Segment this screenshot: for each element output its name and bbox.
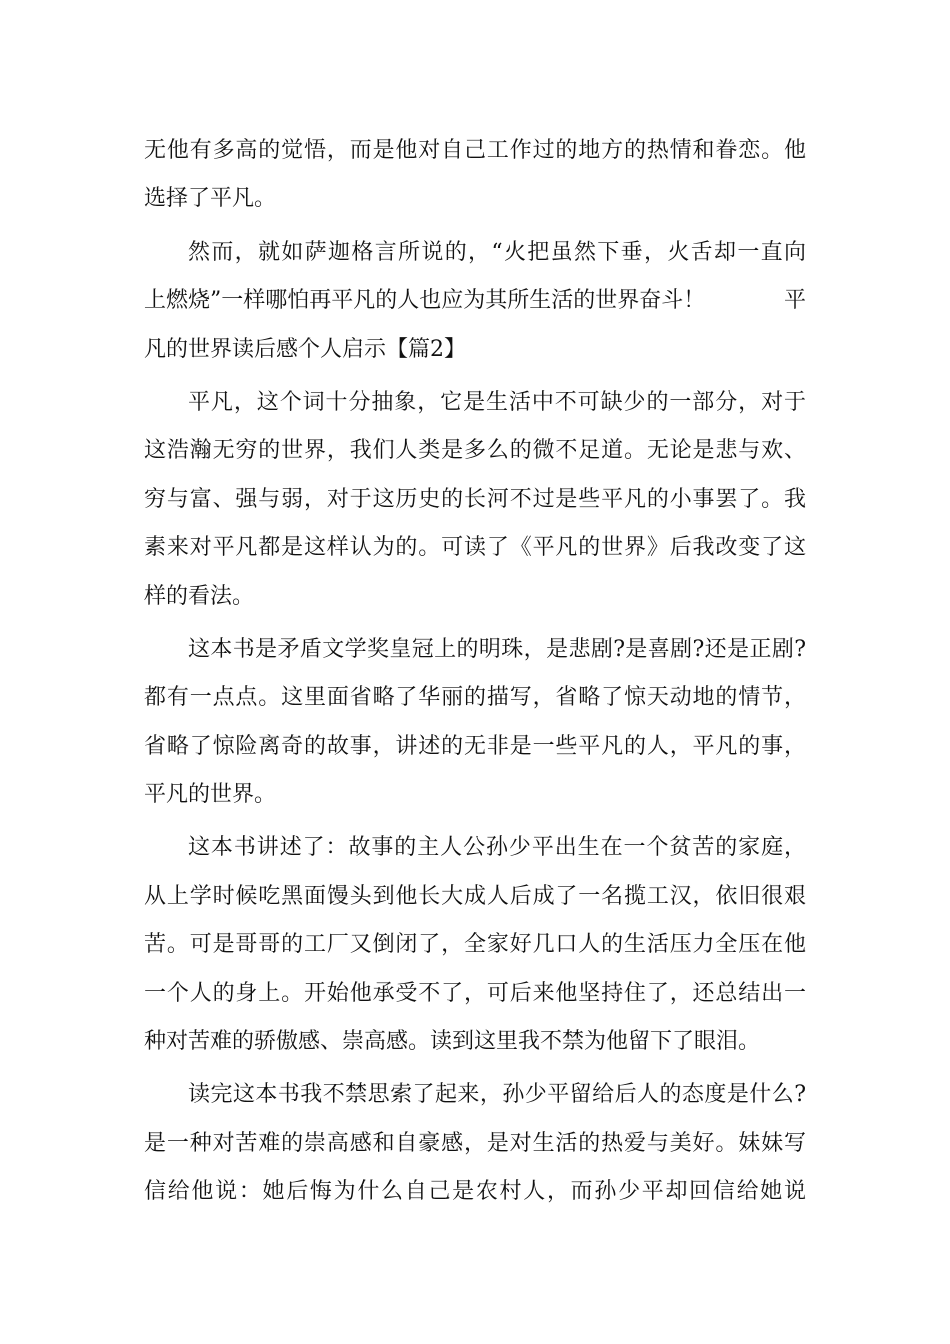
text-line: 这浩瀚无穷的世界，我们人类是多么的微不足道。无论是悲与欢、	[144, 438, 806, 464]
text-line: 这本书讲述了：故事的主人公孙少平出生在一个贫苦的家庭，	[188, 835, 806, 861]
section-heading: 凡的世界读后感个人启示【篇2】	[144, 336, 466, 362]
text-line: 平凡的世界。	[144, 782, 277, 808]
text-line: 无他有多高的觉悟，而是他对自己工作过的地方的热情和眷恋。他	[144, 138, 806, 163]
text-line: 这本书是矛盾文学奖皇冠上的明珠，是悲剧?是喜剧?还是正剧?	[188, 636, 806, 662]
text-line: 平凡，这个词十分抽象，它是生活中不可缺少的一部分，对于	[188, 389, 806, 415]
document-body	[144, 127, 806, 1217]
text-line: 穷与富、强与弱，对于这历史的长河不过是些平凡的小事罢了。我	[144, 486, 806, 512]
text-line: 从上学时候吃黑面馒头到他长大成人后成了一名揽工汉，依旧很艰	[144, 883, 806, 909]
text-line: 省略了惊险离奇的故事，讲述的无非是一些平凡的人，平凡的事，	[144, 733, 806, 759]
text-line: 素来对平凡都是这样认为的。可读了《平凡的世界》后我改变了这	[144, 535, 806, 561]
text-line: 都有一点点。这里面省略了华丽的描写，省略了惊天动地的情节，	[144, 685, 806, 711]
text-line: 样的看法。	[144, 583, 255, 609]
text-line: 是一种对苦难的崇高感和自豪感，是对生活的热爱与美好。妹妹写	[144, 1130, 806, 1156]
text-line: 然而，就如萨迦格言所说的，“火把虽然下垂，火舌却一直向	[188, 239, 806, 265]
text-line	[144, 277, 806, 325]
text-fragment: 上燃烧”一样哪怕再平凡的人也应为其所生活的世界奋斗！	[144, 288, 706, 314]
text-fragment: 平	[783, 288, 806, 314]
text-line: 读完这本书我不禁思索了起来，孙少平留给后人的态度是什么?	[188, 1082, 806, 1108]
text-line: 一个人的身上。开始他承受不了，可后来他坚持住了，还总结出一	[144, 980, 806, 1006]
text-line: 信给他说：她后悔为什么自己是农村人，而孙少平却回信给她说	[144, 1179, 806, 1205]
text-line: 种对苦难的骄傲感、崇高感。读到这里我不禁为他留下了眼泪。	[144, 1029, 761, 1055]
text-line: 苦。可是哥哥的工厂又倒闭了，全家好几口人的生活压力全压在他	[144, 932, 806, 958]
text-line: 选择了平凡。	[144, 186, 277, 212]
